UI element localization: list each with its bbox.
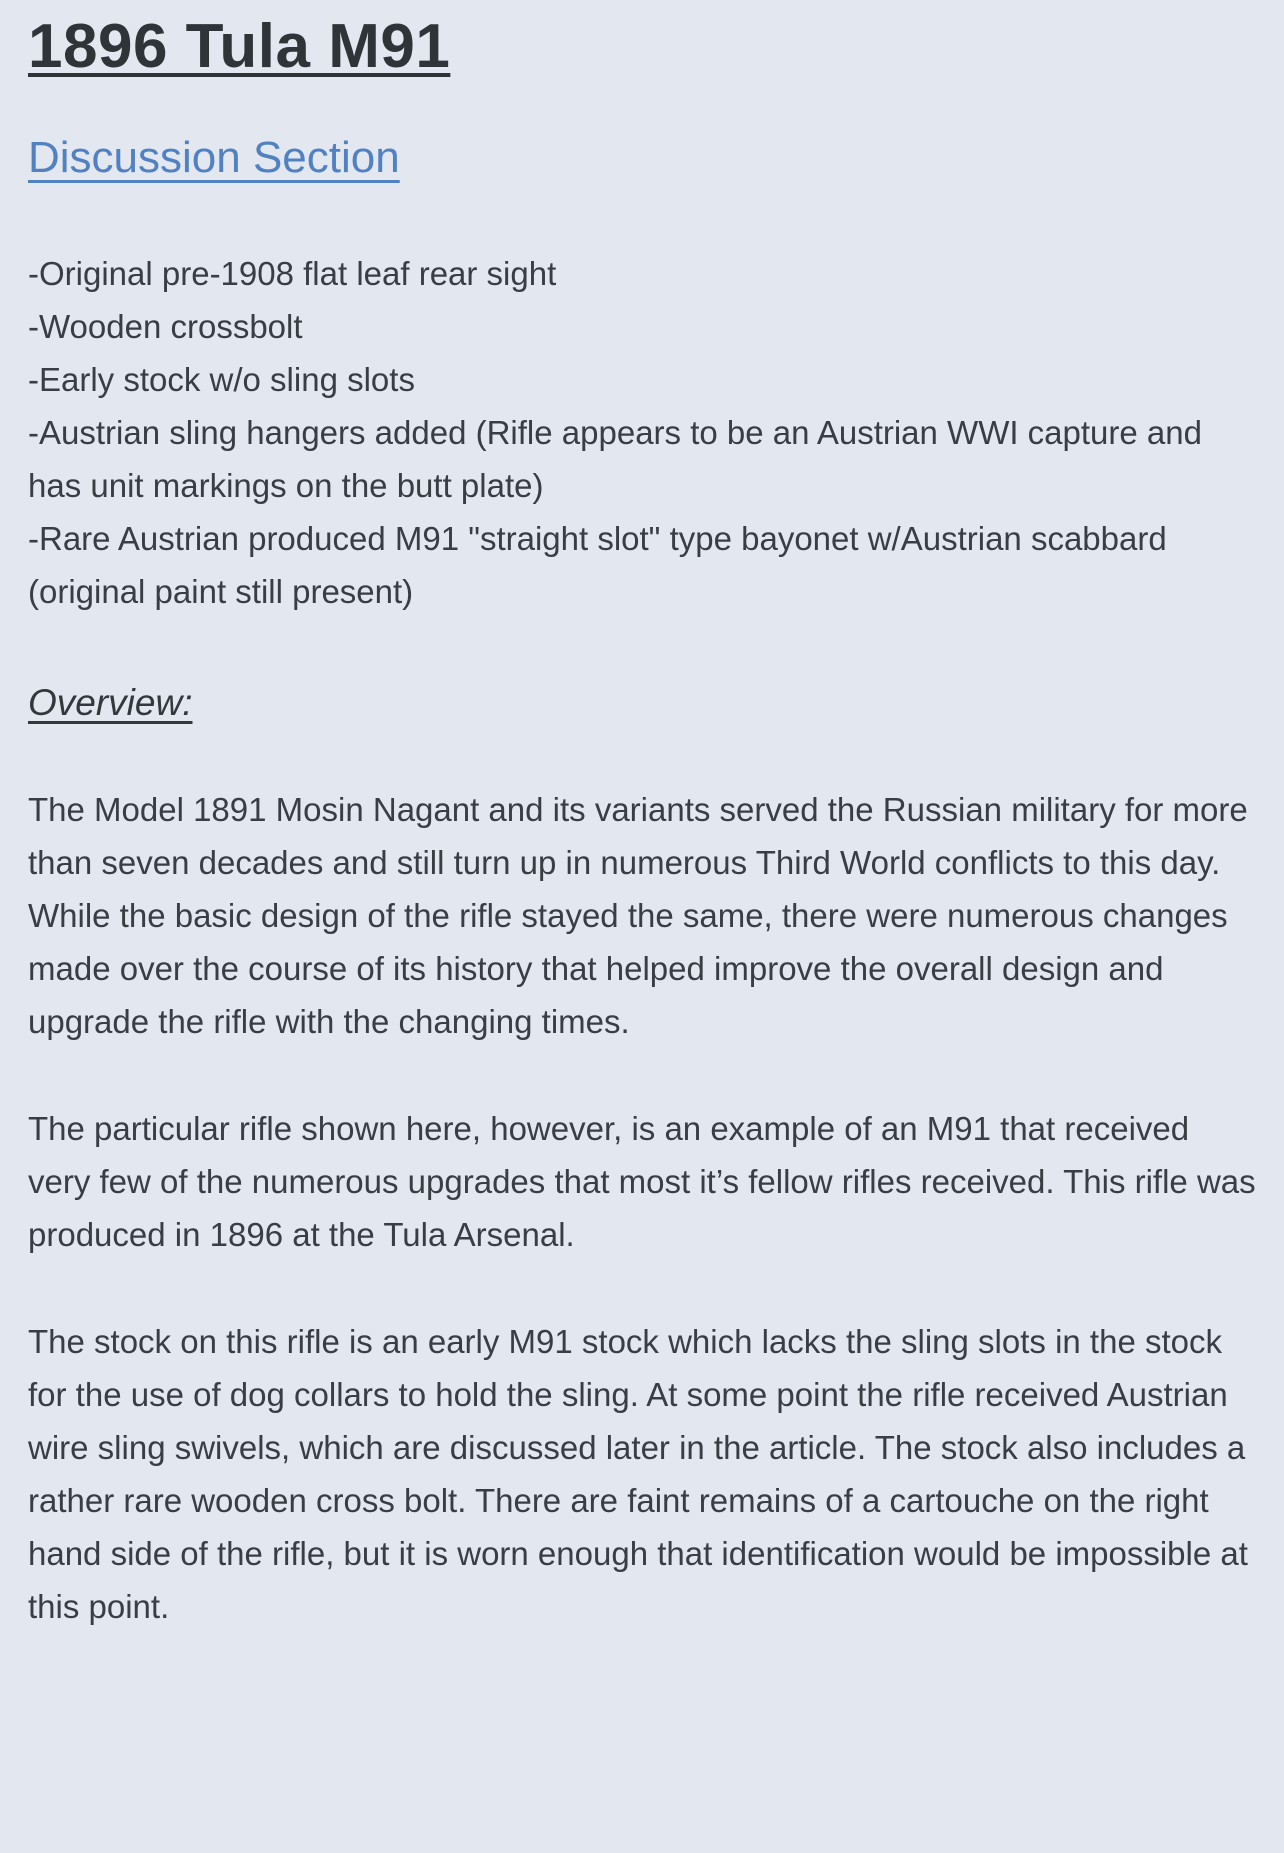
discussion-section-link[interactable]: Discussion Section: [28, 133, 400, 183]
overview-heading: Overview:: [28, 681, 193, 723]
article-content: [28, 12, 1256, 1633]
feature-item-sling-hangers: -Austrian sling hangers added (Rifle appears to be an Austrian WWI capture and has unit markings on the butt plate): [28, 413, 1202, 504]
feature-list: [28, 247, 1256, 618]
feature-item-rear-sight: -Original pre-1908 flat leaf rear sight: [28, 254, 557, 292]
paragraph-this-rifle: The particular rifle shown here, however, is an example of an M91 that received very few of the numerous upgrades that most it’s fellow rifles received. This rifle was produced in 1896 at the Tula Arsenal.: [28, 1109, 1256, 1253]
feature-item-early-stock: -Early stock w/o sling slots: [28, 360, 415, 398]
paragraph-stock-details: The stock on this rifle is an early M91 stock which lacks the sling slots in the stock for the use of dog collars to hold the sling. At some point the rifle received Austrian wire sling swivels, which are discussed later in the article. The stock also includes a rather rare wooden cross bolt. There are faint remains of a cartouche on the right hand side of the rifle, but it is worn enough that identification would be impossible at this point.: [28, 1322, 1248, 1625]
page-title: 1896 Tula M91: [28, 12, 451, 81]
feature-item-bayonet: -Rare Austrian produced M91 "straight slot" type bayonet w/Austrian scabbard (original paint still present): [28, 519, 1167, 610]
paragraph-history: The Model 1891 Mosin Nagant and its variants served the Russian military for more than seven decades and still turn up in numerous Third World conflicts to this day. While the basic design of the rifle stayed the same, there were numerous changes made over the course of its history that helped improve the overall design and upgrade the rifle with the changing times.: [28, 790, 1248, 1040]
feature-item-crossbolt: -Wooden crossbolt: [28, 307, 303, 345]
